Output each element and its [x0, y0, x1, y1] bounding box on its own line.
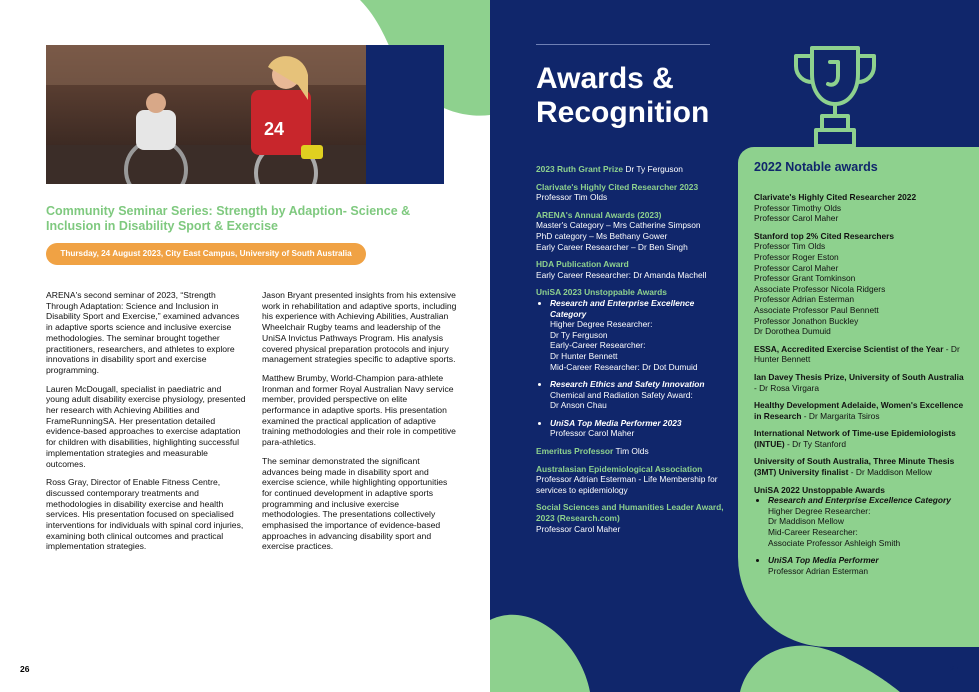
award-item: Emeritus Professor Tim Olds — [536, 446, 649, 457]
award-item: ESSA, Accredited Exercise Scientist of the Year - Dr Hunter Bennett — [754, 343, 960, 365]
header-rule — [536, 44, 710, 45]
award-item: Australasian Epidemiological Association Professor Adrian Esterman - Life Membership for services to epidemiology — [536, 463, 718, 495]
headline-line-1: Awards & — [536, 62, 674, 95]
award-item: Clarivate's Highly Cited Researcher 2023 Professor Tim Olds — [536, 181, 699, 203]
award-item: HDA Publication Award Early Career Researcher: Dr Amanda Machell — [536, 259, 707, 280]
list-item: • Research and Enterprise Excellence Category Higher Degree Researcher: Dr Maddison Mellow Mid-Career Researcher: Associate Professor Ashleigh Smith — [768, 495, 964, 548]
seminar-title: Community Seminar Series: Strength by Adaption- Science & Inclusion in Disability Sport & Exercise — [46, 204, 411, 233]
award-item: ARENA's Annual Awards (2023) Master's Category – Mrs Catherine Simpson PhD category – Ms Bethany Gower Early Career Researcher – Dr Ben Singh — [536, 209, 701, 252]
award-item: Ian Davey Thesis Prize, University of South Australia - Dr Rosa Virgara — [754, 371, 964, 393]
svg-text:24: 24 — [264, 119, 285, 139]
award-item: Healthy Development Adelaide, Women's Excellence in Research - Dr Margarita Tsiros — [754, 400, 964, 421]
award-item: Social Sciences and Humanities Leader Award, 2023 (Research.com) Professor Carol Maher — [536, 502, 724, 534]
award-item: Clarivate's Highly Cited Researcher 2022 Professor Timothy Olds Professor Carol Maher — [754, 192, 917, 224]
date-location-pill: Thursday, 24 August 2023, City East Campus, University of South Australia — [46, 243, 366, 265]
award-sublist — [536, 298, 726, 439]
list-item: • Research Ethics and Safety Innovation Chemical and Radiation Safety Award: Dr Anson Chau — [550, 379, 726, 411]
headline-line-2: Recognition — [536, 96, 710, 129]
trophy-icon — [790, 44, 880, 148]
paragraph: Ross Gray, Director of Enable Fitness Centre, discussed contemporary treatments and methodologies in disability exercise and health services. His presentation focused on specialised interventions for individuals with spinal cord injuries, examining both clinical outcomes and practical implementation strategies. — [46, 477, 244, 552]
paragraph: Jason Bryant presented insights from his extensive work in rehabilitation and adaptive sports, including his experience with Achieving Abilities, Australian Wheelchair Rugby teams and leadership of the UniSA Invictus Pathways Program. His analysis covered physical preparation protocols and injury management strategies specific to adaptive sports. — [262, 290, 457, 365]
paragraph: The seminar demonstrated the significant advances being made in disability sport and exercise science, while highlighting opportunities for continued development in adaptive sports programming and inclusive exercise methodologies. The presentations collectively emphasised the importance of evidence-based approaches in advancing disability sport and exercise practices. — [262, 455, 448, 552]
body-column-2 — [262, 290, 457, 560]
notable-awards-title: 2022 Notable awards — [754, 160, 878, 174]
page-number-right: 27 — [949, 664, 959, 674]
award-sublist — [754, 495, 964, 576]
list-item: • Research and Enterprise Excellence Category Higher Degree Researcher: Dr Ty Ferguson Early-Career Researcher: Dr Hunter Bennett Mid-Career Researcher: Dr Dot Dumuid — [550, 298, 726, 372]
notable-awards-list — [754, 192, 964, 583]
paragraph: Lauren McDougall, specialist in paediatric and young adult disability exercise physiology, presented her research with Achieving Abilities and FrameRunningSA. Her presentation detailed evidence-based approaches to exercise adaptation for children with disabilities, highlighting successful implementation strategies and measurable outcomes. — [46, 383, 246, 469]
body-column-1 — [46, 290, 246, 560]
award-item: International Network of Time-use Epidemiologists (INTUE) - Dr Ty Stanford — [754, 428, 956, 449]
page-headline — [536, 62, 709, 130]
awards-2023-list — [536, 164, 726, 541]
award-item: University of South Australia, Three Minute Thesis (3MT) University finalist - Dr Maddison Mellow — [754, 456, 955, 478]
paragraph: Matthew Brumby, World-Champion para-athlete Ironman and former Royal Australian Navy service member, provided perspective on elite performance in adaptive sports. His presentation examined the practical application of adaptive training methodologies and their role in competitive para-athletics. — [262, 372, 456, 448]
award-item: UniSA 2023 Unstoppable Awards • Research and Enterprise Excellence Category Higher Degree Researcher: Dr Ty Ferguson Early-Career Researcher: Dr Hunter Bennett Mid-Career Researcher: Dr Dot Dumuid • Research Ethics and Safety Innovation Chemical and Radiation Safety Award: Dr Anson Chau • UniSA Top Media Performer 2023 Professor Carol Maher — [536, 287, 726, 439]
wheelchair-rugby-photo — [46, 45, 444, 184]
paragraph: ARENA's second seminar of 2023, “Strength Through Adaptation: Science and Inclusion in Disability Sport and Exercise,” examined advances in adaptive sports science and inclusive exercise methodologies. The seminar brought together practitioners, researchers, and athletes to explore innovations in disability sport and exercise programming. — [46, 290, 240, 375]
list-item: • UniSA Top Media Performer 2023 Professor Carol Maher — [550, 418, 726, 439]
award-item: UniSA 2022 Unstoppable Awards • Research and Enterprise Excellence Category Higher Degree Researcher: Dr Maddison Mellow Mid-Career Researcher: Associate Professor Ashleigh Smith • UniSA Top Media Performer Professor Adrian Esterman — [754, 485, 964, 577]
page-number-left: 26 — [20, 664, 30, 674]
award-item: Stanford top 2% Cited Researchers Professor Tim Olds Professor Roger Eston Professor Carol Maher Professor Grant Tomkinson Associate Professor Nicola Ridgers Professor Adrian Esterman Associate Professor Paul Bennett Professor Jonathon Buckley Dr Dorothea Dumuid — [754, 230, 895, 337]
list-item: • UniSA Top Media Performer Professor Adrian Esterman — [768, 555, 964, 576]
award-item: 2023 Ruth Grant Prize Dr Ty Ferguson — [536, 164, 683, 174]
